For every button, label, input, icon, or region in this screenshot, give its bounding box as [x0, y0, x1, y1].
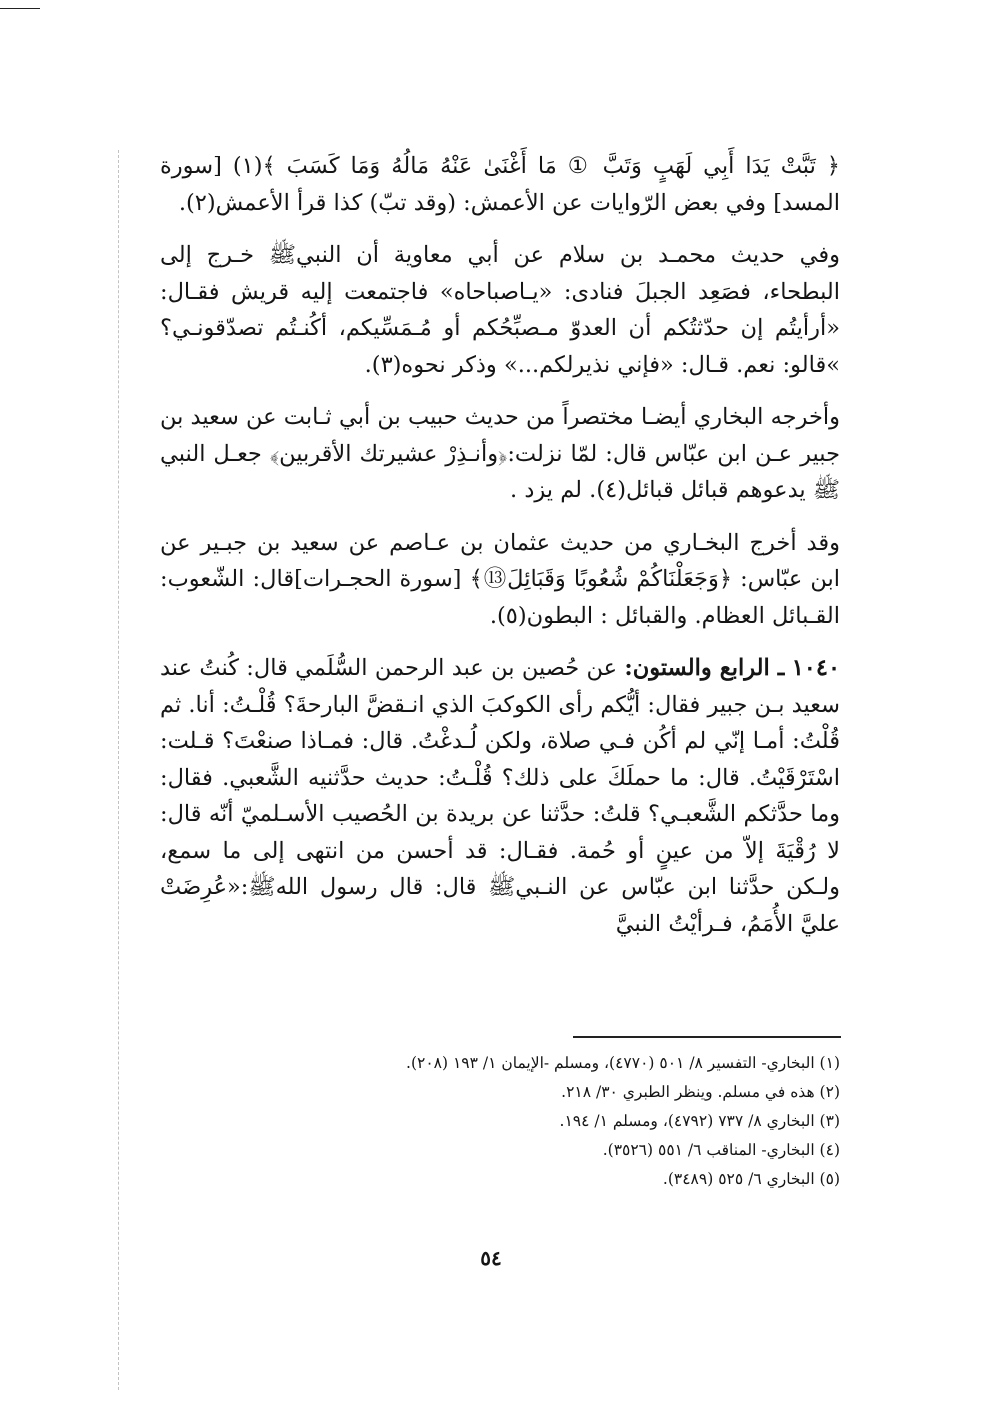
paragraph-3: وأخرجه البخاري أيضـا مختصراً من حديث حبيب بن أبي ثـابت عن سعيد بن جبير عـن ابن عبّاس قال: لمّا نزلت:﴿وأنـذِرْ عشيرتك الأقربين﴾ جعـل النبي ﷺ يدعوهم قبائل قبائل(٤). لم يزد . [160, 404, 840, 503]
page-body [160, 148, 840, 958]
paragraph-1: ﴿ تَبَّتْ يَدَا أَبِي لَهَبٍ وَتَبَّ ① مَا أَغْنَىٰ عَنْهُ مَالُهُ وَمَا كَسَبَ ﴾(١) [سورة المسد] وفي بعض الرّوايات عن الأعمش: (وقد تبّ) كذا قرأ الأعمش(٢). [160, 153, 840, 216]
entry-heading: ـ الرابع والستون: [624, 655, 785, 681]
entry-number: ١٠٤٠ [791, 655, 841, 681]
page-number: ٥٤ [480, 1246, 502, 1270]
entry-text: عن حُصين بن عبد الرحمن السُّلَمي قال: كُنتُ عند سعيد بـن جبير فقال: أيُّكم رأى الكوكبَ الذي انـقضَّ البارحةَ؟ قُلْـتُ: أنا. ثم قُلْتُ: أمـا إنّي لم أكُن فـي صلاة، ولكن لُـدغْتُ. قال: فمـاذا صنعْتَ؟ قـلت: اسْتَرْقَيْتُ. قال: ما حملَكَ على ذلك؟ قُلْـتُ: حديث حدَّثنيه الشَّعبي. فقال: وما حدَّثكم الشَّعبـي؟ قلتُ: حدَّثنا عن بريدة بن الحُصيب الأسـلميّ أنّه قال: لا رُقْيَةَ إلاّ من عينٍ أو حُمة. فقـال: قد أحسن من انتهى إلى ما سمع، ولـكن حدَّثنا ابن عبّاس عن النـبيﷺ قال: قال رسول اللهﷺ:«عُرِضَتْ عليَّ الأُمَمُ، فـرأيْتُ النبيَّ [160, 655, 840, 937]
paragraph-2: وفي حديث محمـد بن سلام عن أبي معاوية أن النبيﷺ خـرج إلى البطحاء، فصَعِد الجبلَ فنادى: «يـاصباحاه» فاجتمعت إليه قريش فقـال: «أرأيتُم إن حدّثتُكم أن العدوّ مـصبِّحُكم أو مُـمَسِّيكم، أكُنـتُم تصدّقونـي؟ »قالو: نعم. قـال: «فإني نذيرلكم...» وذكر نحوه(٣). [160, 242, 840, 378]
footnotes [300, 1049, 840, 1194]
footnote-divider [573, 1036, 841, 1038]
footnote-4: (٤) البخاري- المناقب ٦/ ٥٥١ (٣٥٢٦). [602, 1141, 840, 1159]
footnote-3: (٣) البخاري ٨/ ٧٣٧ (٤٧٩٢)، ومسلم ١/ ١٩٤. [559, 1112, 840, 1130]
footnote-5: (٥) البخاري ٦/ ٥٢٥ (٣٤٨٩). [662, 1170, 840, 1188]
paragraph-4: وقد أخرج البخـاري من حديث عثمان بن عـاصم عن سعيد بن جبـير عن ابن عبّاس: ﴿وَجَعَلْنَاكُمْ شُعُوبًا وَقَبَائِلَ⑬﴾ [سورة الحجـرات]قال: الشّعوب: القـبائل العظام. والقبائل : البطون(٥). [160, 529, 840, 629]
scan-margin-dots [118, 150, 121, 1390]
footnote-1: (١) البخاري- التفسير ٨/ ٥٠١ (٤٧٧٠)، ومسلم -الإيمان ١/ ١٩٣ (٢٠٨). [406, 1054, 840, 1072]
scan-corner-mark [0, 8, 40, 9]
footnote-2: (٢) هذه في مسلم. وينظر الطبري ٣٠/ ٢١٨. [561, 1083, 840, 1101]
hadith-entry [160, 650, 840, 942]
